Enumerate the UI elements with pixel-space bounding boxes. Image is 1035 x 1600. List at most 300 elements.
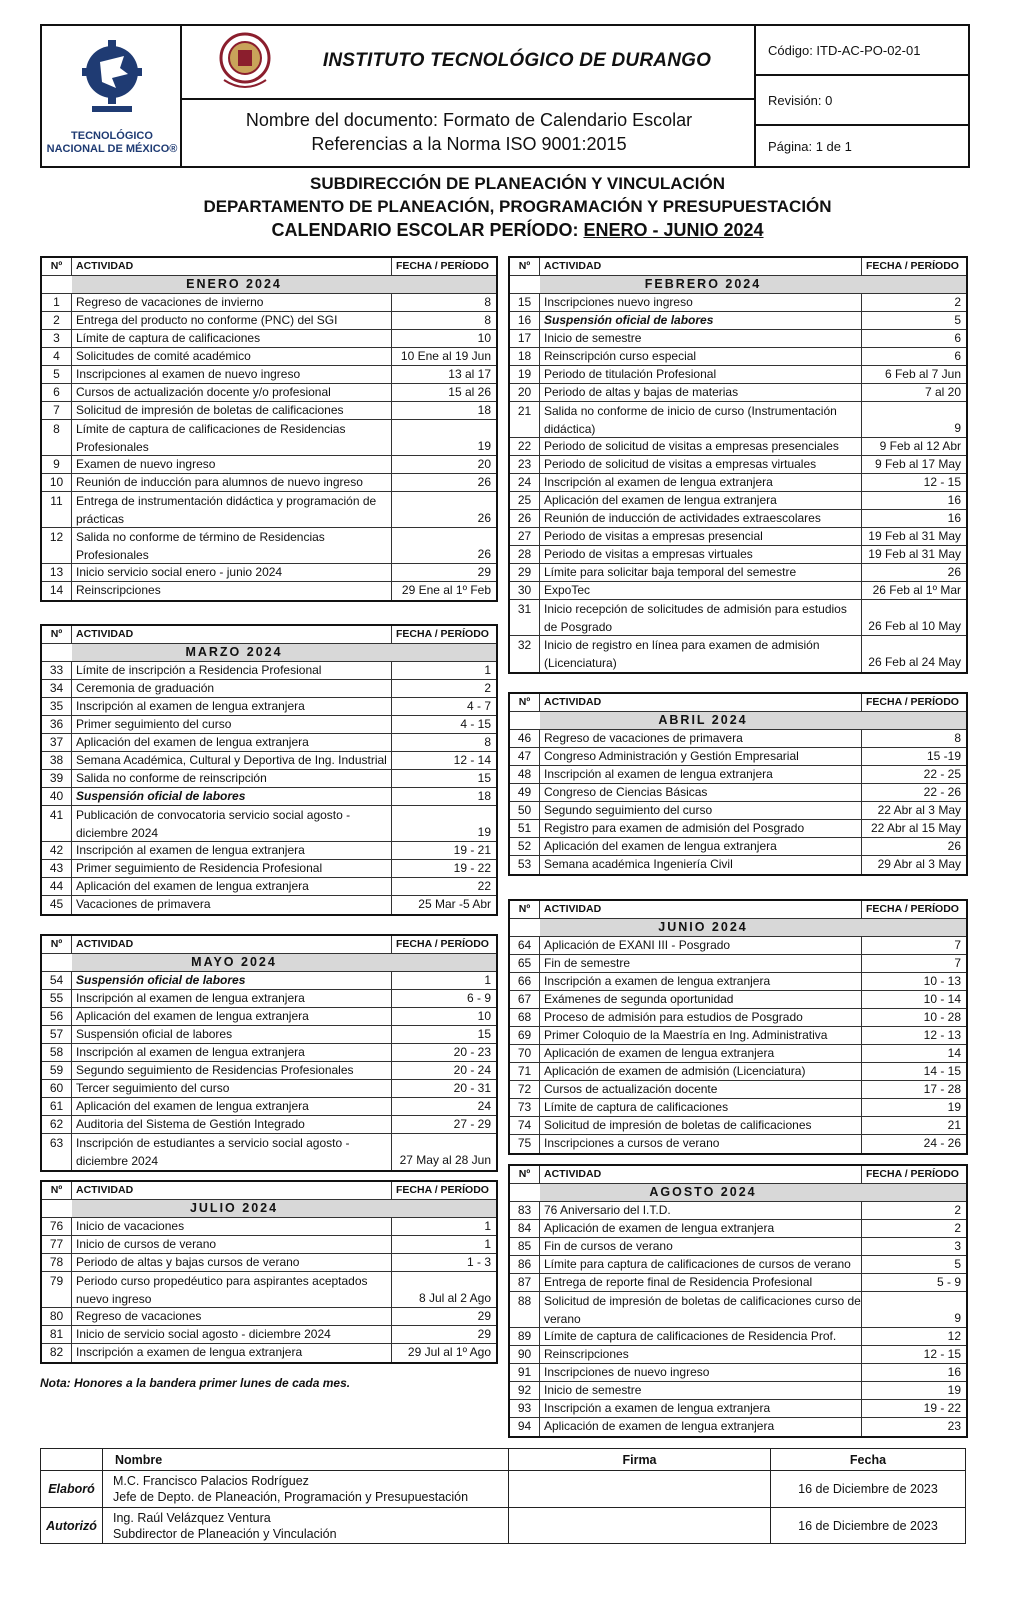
row-number: 65 [510,955,540,972]
row-number: 60 [42,1080,72,1097]
table-row [42,716,496,734]
heading-calendario-prefix: CALENDARIO ESCOLAR PERÍODO: [271,220,584,240]
table-row [510,991,966,1009]
month-title: FEBRERO 2024 [644,277,762,291]
row-activity: Reinscripción curso especial [540,348,862,365]
row-number: 29 [510,564,540,581]
row-date: 16 [947,511,961,525]
table-row [510,784,966,802]
row-activity: Suspensión oficial de labores [72,788,392,805]
row-date: 27 - 29 [453,1117,491,1131]
row-date: 10 - 28 [923,1010,961,1024]
row-activity: Inscripción a examen de lengua extranjera [540,973,862,990]
row-activity: Solicitud de impresión de boletas de calificaciones curso de verano [540,1292,862,1327]
row-activity: Solicitud de impresión de boletas de calificaciones [540,1117,862,1134]
row-activity: Inscripciones a cursos de verano [540,1135,862,1153]
row-number: 38 [42,752,72,769]
col-header-date: FECHA / PERÍODO [866,696,959,708]
row-date: 26 Feb al 1º Mar [872,583,961,597]
table-row [510,1364,966,1382]
row-activity: Regreso de vacaciones de invierno [72,294,392,311]
row-date: 22 Abr al 15 May [870,821,961,835]
row-date: 8 [954,731,961,745]
row-activity: Periodo de visitas a empresas virtuales [540,546,862,563]
row-date: 1 [484,973,491,987]
signature-label: Autorizó [41,1508,103,1543]
signature-table [40,1448,966,1544]
row-number: 89 [510,1328,540,1345]
row-number: 91 [510,1364,540,1381]
row-activity: Inscripción a examen de lengua extranjera [540,1400,862,1417]
row-activity: Fin de cursos de verano [540,1238,862,1255]
table-row [42,1044,496,1062]
table-row [42,1008,496,1026]
row-date: 27 May al 28 Jun [399,1153,491,1167]
month-title-row [42,954,496,972]
row-number: 9 [42,456,72,473]
row-number: 53 [510,856,540,874]
row-activity: Primer seguimiento de Residencia Profesional [72,860,392,877]
nota: Nota: Honores a la bandera primer lunes de cada mes. [40,1376,351,1390]
row-number: 88 [510,1292,540,1327]
table-header-row [42,258,496,276]
col-header-activity: ACTIVIDAD [72,626,392,643]
table-row [42,348,496,366]
row-date: 9 [954,421,961,435]
table-row [510,973,966,991]
row-activity: Tercer seguimiento del curso [72,1080,392,1097]
month-title: JUNIO 2024 [658,920,748,934]
signature-date: 16 de Diciembre de 2023 [798,1518,938,1533]
row-activity: Inscripción al examen de lengua extranjera [72,990,392,1007]
col-header-date: FECHA / PERÍODO [396,1184,489,1196]
row-number: 27 [510,528,540,545]
row-number: 21 [510,402,540,437]
row-number: 83 [510,1202,540,1219]
row-number: 94 [510,1418,540,1436]
row-date: 6 [954,349,961,363]
row-activity: Suspensión oficial de labores [72,1026,392,1043]
month-title-spacer [42,276,72,293]
col-header-num: Nº [42,258,72,275]
table-row [510,546,966,564]
row-number: 46 [510,730,540,747]
row-date: 22 - 25 [923,767,961,781]
row-date: 24 - 26 [923,1136,961,1150]
row-number: 50 [510,802,540,819]
row-date: 19 - 22 [453,861,491,875]
table-header-row [510,1166,966,1184]
table-row [510,1238,966,1256]
row-activity: Inscripción a examen de lengua extranjera [72,1344,392,1362]
row-date: 22 Abr al 3 May [877,803,961,817]
row-date: 5 [954,313,961,327]
row-activity: Inscripción al examen de lengua extranjera [540,474,862,491]
row-date: 2 [954,1203,961,1217]
month-title-row [510,919,966,937]
row-activity: Entrega de reporte final de Residencia Profesional [540,1274,862,1291]
table-row [510,766,966,784]
table-row [42,842,496,860]
row-activity: Aplicación del examen de lengua extranjera [540,838,862,855]
signature-header-name: Nombre [103,1449,509,1470]
row-activity: Inscripciones de nuevo ingreso [540,1364,862,1381]
table-row [510,937,966,955]
row-date: 26 [947,565,961,579]
row-activity: Registro para examen de admisión del Posgrado [540,820,862,837]
table-row [510,438,966,456]
table-row [510,636,966,672]
heading-subdireccion: SUBDIRECCIÓN DE PLANEACIÓN Y VINCULACIÓN [310,174,725,193]
row-number: 26 [510,510,540,527]
row-date: 15 al 26 [448,385,491,399]
row-activity: Periodo de altas y bajas de materias [540,384,862,401]
month-title: MARZO 2024 [185,645,283,659]
row-activity: Vacaciones de primavera [72,896,392,914]
table-header-row [510,694,966,712]
row-number: 42 [42,842,72,859]
table-row [510,294,966,312]
month-title-spacer [510,1184,540,1201]
row-date: 20 - 23 [453,1045,491,1059]
table-row [42,680,496,698]
table-row [42,1308,496,1326]
month-title: MAYO 2024 [191,955,277,969]
row-date: 14 - 15 [923,1064,961,1078]
col-header-activity: ACTIVIDAD [540,901,862,918]
signature-firma-cell [509,1508,771,1543]
row-date: 5 [954,1257,961,1271]
row-date: 18 [477,403,491,417]
col-header-date: FECHA / PERÍODO [866,260,959,272]
row-date: 10 - 13 [923,974,961,988]
table-row [510,1063,966,1081]
row-activity: Límite de captura de calificaciones de Residencias Profesionales [72,420,392,455]
row-number: 78 [42,1254,72,1271]
row-activity: Aplicación de examen de admisión (Licenciatura) [540,1063,862,1080]
document-code: Código: ITD-AC-PO-02-01 [756,26,968,76]
col-header-activity: ACTIVIDAD [72,1182,392,1199]
row-number: 57 [42,1026,72,1043]
row-activity: Periodo de solicitud de visitas a empresas virtuales [540,456,862,473]
signature-label: Elaboró [41,1471,103,1507]
row-activity: 76 Aniversario del I.T.D. [540,1202,862,1219]
row-number: 28 [510,546,540,563]
row-number: 48 [510,766,540,783]
table-julio [40,1180,498,1364]
row-activity: Inscripción de estudiantes a servicio social agosto - diciembre 2024 [72,1134,392,1170]
row-date: 18 [477,789,491,803]
table-row [42,402,496,420]
row-number: 12 [42,528,72,563]
month-title: ENERO 2024 [186,277,282,291]
table-row [510,1135,966,1153]
month-title-date-spacer [862,1184,966,1201]
row-date: 16 [947,1365,961,1379]
signature-row-elaboro [41,1471,965,1508]
row-number: 90 [510,1346,540,1363]
col-header-activity: ACTIVIDAD [72,258,392,275]
row-activity: Aplicación de examen de lengua extranjera [540,1418,862,1436]
row-activity: Entrega de instrumentación didáctica y programación de prácticas [72,492,392,527]
row-activity: Salida no conforme de término de Residencias Profesionales [72,528,392,563]
col-header-date: FECHA / PERÍODO [866,903,959,915]
table-row [510,1045,966,1063]
row-date: 13 al 17 [448,367,491,381]
row-number: 45 [42,896,72,914]
table-row [42,1344,496,1362]
table-row [510,1346,966,1364]
table-enero [40,256,498,602]
table-row [42,1272,496,1308]
signature-person-role: Jefe de Depto. de Planeación, Programación y Presupuestación [113,1490,469,1504]
heading-calendario [0,220,1035,241]
row-number: 61 [42,1098,72,1115]
row-date: 12 - 13 [923,1028,961,1042]
col-header-date: FECHA / PERÍODO [396,938,489,950]
row-number: 44 [42,878,72,895]
row-number: 81 [42,1326,72,1343]
table-row [510,1400,966,1418]
row-activity: Reinscripciones [540,1346,862,1363]
row-number: 20 [510,384,540,401]
month-title-row [42,1200,496,1218]
table-row [42,1326,496,1344]
row-date: 15 [477,1027,491,1041]
row-date: 19 [477,439,491,453]
row-number: 17 [510,330,540,347]
table-row [510,582,966,600]
document-revision: Revisión: 0 [756,76,968,126]
table-febrero [508,256,968,674]
logo-caption: TECNOLÓGICO NACIONAL DE MÉXICO® [46,130,178,155]
row-date: 6 [954,331,961,345]
row-activity: Proceso de admisión para estudios de Posgrado [540,1009,862,1026]
table-row [510,402,966,438]
col-header-activity: ACTIVIDAD [540,258,862,275]
row-activity: Ceremonia de graduación [72,680,392,697]
row-date: 20 - 24 [453,1063,491,1077]
table-row [42,788,496,806]
row-activity: Cursos de actualización docente [540,1081,862,1098]
table-row [42,420,496,456]
table-row [42,1236,496,1254]
row-number: 22 [510,438,540,455]
table-row [510,1009,966,1027]
table-row [42,662,496,680]
table-row [510,1328,966,1346]
table-abril [508,692,968,876]
row-number: 3 [42,330,72,347]
row-activity: Inscripción al examen de lengua extranjera [540,766,862,783]
row-date: 20 - 31 [453,1081,491,1095]
signature-row-autorizo [41,1508,965,1543]
row-activity: Inicio de servicio social agosto - diciembre 2024 [72,1326,392,1343]
col-header-activity: ACTIVIDAD [72,936,392,953]
row-date: 26 [947,839,961,853]
row-date: 24 [477,1099,491,1113]
row-activity: Aplicación del examen de lengua extranjera [72,734,392,751]
row-date: 12 - 15 [923,1347,961,1361]
row-activity: Suspensión oficial de labores [540,312,862,329]
table-row [42,294,496,312]
row-date: 26 Feb al 24 May [868,655,961,669]
month-title-date-spacer [392,1200,496,1217]
row-date: 26 [477,511,491,525]
table-row [42,734,496,752]
table-row [42,698,496,716]
row-number: 39 [42,770,72,787]
table-row [510,312,966,330]
row-activity: Inscripción al examen de lengua extranjera [72,1044,392,1061]
table-row [42,564,496,582]
month-title-spacer [42,1200,72,1217]
institute-cell [182,26,756,100]
row-date: 8 [484,735,491,749]
table-row [510,528,966,546]
row-number: 43 [42,860,72,877]
table-row [510,955,966,973]
table-header-row [42,936,496,954]
row-number: 49 [510,784,540,801]
row-date: 12 - 15 [923,475,961,489]
row-number: 72 [510,1081,540,1098]
row-activity: ExpoTec [540,582,862,599]
month-title-date-spacer [862,276,966,293]
row-activity: Aplicación de examen de lengua extranjera [540,1045,862,1062]
row-activity: Exámenes de segunda oportunidad [540,991,862,1008]
row-number: 34 [42,680,72,697]
row-activity: Reunión de inducción para alumnos de nuevo ingreso [72,474,392,491]
month-title-row [42,644,496,662]
row-activity: Inicio de vacaciones [72,1218,392,1235]
table-row [42,312,496,330]
row-activity: Inscripción al examen de lengua extranjera [72,698,392,715]
row-activity: Inicio de semestre [540,330,862,347]
row-number: 63 [42,1134,72,1170]
table-row [510,856,966,874]
row-number: 1 [42,294,72,311]
row-date: 10 [477,1009,491,1023]
row-activity: Periodo curso propedéutico para aspirantes aceptados nuevo ingreso [72,1272,392,1307]
signature-date: 16 de Diciembre de 2023 [798,1482,938,1496]
month-title-spacer [510,712,540,729]
row-activity: Límite de captura de calificaciones de Residencia Prof. [540,1328,862,1345]
table-row [510,1202,966,1220]
row-activity: Inicio servicio social enero - junio 2024 [72,564,392,581]
month-title: AGOSTO 2024 [649,1185,757,1199]
signature-firma-cell [509,1471,771,1507]
month-title-date-spacer [392,954,496,971]
row-activity: Primer seguimiento del curso [72,716,392,733]
row-activity: Primer Coloquio de la Maestría en Ing. Administrativa [540,1027,862,1044]
table-row [510,1292,966,1328]
row-activity: Inscripción al examen de lengua extranjera [72,842,392,859]
row-activity: Salida no conforme de inicio de curso (Instrumentación didáctica) [540,402,862,437]
row-activity: Segundo seguimiento del curso [540,802,862,819]
table-mayo [40,934,498,1172]
row-date: 26 [477,547,491,561]
row-activity: Aplicación de EXANI III - Posgrado [540,937,862,954]
col-header-num: Nº [510,1166,540,1183]
row-activity: Inscripciones nuevo ingreso [540,294,862,311]
row-date: 3 [954,1239,961,1253]
row-date: 15 -19 [926,749,961,763]
row-number: 68 [510,1009,540,1026]
table-header-row [42,1182,496,1200]
table-row [42,770,496,788]
month-title: JULIO 2024 [189,1201,279,1215]
row-number: 30 [510,582,540,599]
row-date: 29 [477,1309,491,1323]
row-activity: Límite de inscripción a Residencia Profesional [72,662,392,679]
document-reference: Referencias a la Norma ISO 9001:2015 [311,134,627,154]
table-row [510,748,966,766]
row-number: 13 [42,564,72,581]
row-activity: Entrega del producto no conforme (PNC) del SGI [72,312,392,329]
row-number: 11 [42,492,72,527]
month-title-date-spacer [862,712,966,729]
row-number: 62 [42,1116,72,1133]
row-number: 36 [42,716,72,733]
row-date: 19 Feb al 31 May [868,529,961,543]
table-row [510,366,966,384]
col-header-num: Nº [42,936,72,953]
table-row [42,330,496,348]
row-activity: Solicitud de impresión de boletas de calificaciones [72,402,392,419]
heading-calendario-period: ENERO - JUNIO 2024 [583,220,764,240]
row-number: 84 [510,1220,540,1237]
row-activity: Límite para solicitar baja temporal del semestre [540,564,862,581]
table-row [42,990,496,1008]
row-date: 7 [954,938,961,952]
row-number: 76 [42,1218,72,1235]
row-activity: Congreso de Ciencias Básicas [540,784,862,801]
row-date: 29 Abr al 3 May [877,857,961,871]
table-row [510,1256,966,1274]
table-junio [508,899,968,1155]
row-activity: Semana Académica, Cultural y Deportiva de Ing. Industrial [72,752,392,769]
institute-seal-icon [216,30,274,94]
row-number: 70 [510,1045,540,1062]
col-header-num: Nº [510,901,540,918]
row-activity: Regreso de vacaciones de primavera [540,730,862,747]
table-header-row [510,901,966,919]
document-name-cell [182,100,756,166]
table-row [42,582,496,600]
row-number: 33 [42,662,72,679]
signature-header-fecha: Fecha [849,1453,887,1467]
row-number: 15 [510,294,540,311]
row-number: 82 [42,1344,72,1362]
row-date: 9 [954,1311,961,1325]
table-row [510,492,966,510]
row-number: 55 [42,990,72,1007]
table-row [510,1274,966,1292]
col-header-date: FECHA / PERÍODO [396,260,489,272]
row-date: 21 [947,1118,961,1132]
table-row [42,1062,496,1080]
row-number: 92 [510,1382,540,1399]
table-row [510,600,966,636]
table-row [510,1027,966,1045]
month-title-date-spacer [862,919,966,936]
row-date: 15 [477,771,491,785]
row-number: 64 [510,937,540,954]
col-header-date: FECHA / PERÍODO [396,628,489,640]
row-date: 29 Jul al 1º Ago [407,1345,491,1359]
row-number: 4 [42,348,72,365]
